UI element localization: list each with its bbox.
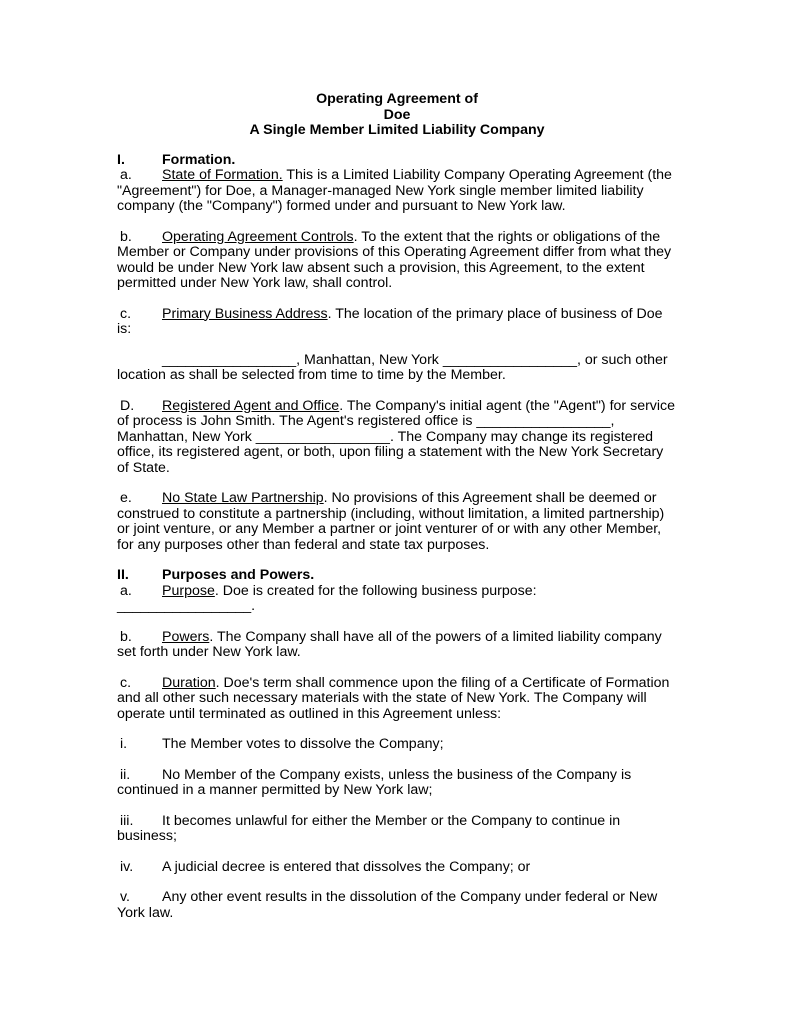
- list-item-text: No Member of the Company exists, unless the business of the Company is continued in a manner permitted by New York law;: [117, 766, 632, 798]
- list-item: [117, 890, 677, 921]
- clause-label: b.: [120, 228, 132, 245]
- document-page: [117, 92, 677, 921]
- clause-label: D.: [120, 397, 135, 414]
- clause-term: Duration: [162, 674, 216, 691]
- clause-term: Operating Agreement Controls: [162, 228, 354, 245]
- clause-label: a.: [120, 167, 132, 183]
- list-item: [117, 860, 677, 876]
- list-item: [117, 737, 677, 753]
- clause-text: . To the extent that the rights or obligations of the Member or Company under provisions of this Operating Agreement differ from what they would be under New York law absent such a provision, this Agreement, to the extent permitted under New York law, shall control.: [117, 228, 672, 291]
- clause-text: . No provisions of this Agreement shall be deemed or construed to constitute a partnership (including, without limitation, a limited partnership) or joint venture, or any Member a partner or joint venturer of or with any other Member, for any purposes other than federal and state tax purposes.: [117, 490, 665, 553]
- clause-label: a.: [120, 582, 132, 599]
- clause-purpose: [117, 584, 677, 615]
- list-item-label: v.: [120, 889, 130, 905]
- title-line-3: A Single Member Limited Liability Company: [249, 122, 545, 138]
- clause-term: Registered Agent and Office: [162, 397, 340, 414]
- section-title: Purposes and Powers.: [162, 567, 315, 583]
- clause-term: Powers: [162, 628, 210, 645]
- clause-label: c.: [120, 305, 132, 322]
- clause-label: c.: [120, 674, 132, 691]
- list-item-text: Any other event results in the dissolution of the Company under federal or New York law.: [117, 889, 658, 921]
- section-heading-purposes: [117, 568, 677, 584]
- list-item: [117, 814, 677, 845]
- list-item-text: The Member votes to dissolve the Company;: [162, 736, 444, 752]
- title-line-1: Operating Agreement of: [316, 91, 478, 107]
- list-item-label: i.: [120, 736, 128, 752]
- list-item-label: ii.: [120, 766, 131, 783]
- title-line-2: Doe: [383, 106, 411, 123]
- clause-no-state-law-partnership: [117, 491, 677, 553]
- clause-text: . The location of the primary place of business of Doe is:: [117, 305, 663, 337]
- section-title: Formation.: [162, 151, 236, 168]
- list-item-label: iv.: [120, 858, 134, 875]
- clause-registered-agent: [117, 399, 677, 477]
- section-number: I.: [117, 151, 125, 168]
- section-heading-formation: [117, 153, 677, 169]
- list-item: [117, 768, 677, 799]
- clause-text: This is a Limited Liability Company Operating Agreement (the "Agreement") for Doe, a Manager-managed New York single member limited liability company (the "Company") formed under and pursuant to New York law.: [117, 167, 672, 214]
- business-address-line: [117, 353, 677, 384]
- list-item-text: It becomes unlawful for either the Member or the Company to continue in business;: [117, 812, 621, 844]
- clause-term: Primary Business Address: [162, 305, 328, 322]
- clause-term: State of Formation.: [162, 167, 283, 183]
- clause-operating-agreement-controls: [117, 230, 677, 292]
- clause-term: No State Law Partnership: [162, 490, 324, 506]
- address-text: _________________, Manhattan, New York _________________, or such other location as shall be selected from time to time by the Member.: [117, 351, 668, 383]
- clause-term: Purpose: [162, 582, 215, 599]
- section-number: II.: [117, 567, 129, 583]
- clause-text: . The Company's initial agent (the "Agent") for service of process is John Smith. The Agent's registered office is _________________, Manhattan, New York _________________. The Company may change its registered office, its registered agent, or both, upon filing a statement with the New York Secretary of State.: [117, 397, 676, 476]
- clause-label: b.: [120, 628, 132, 645]
- clause-duration: [117, 676, 677, 723]
- clause-text: . Doe is created for the following business purpose: _________________.: [117, 582, 537, 614]
- clause-label: e.: [120, 490, 132, 506]
- clause-primary-business-address: [117, 307, 677, 338]
- clause-text: . Doe's term shall commence upon the filing of a Certificate of Formation and all other such necessary materials with the state of New York. The Company will operate until terminated as outlined in this Agreement unless:: [117, 674, 670, 722]
- clause-text: . The Company shall have all of the powers of a limited liability company set forth under New York law.: [117, 628, 662, 660]
- clause-state-of-formation: [117, 168, 677, 215]
- list-item-text: A judicial decree is entered that dissolves the Company; or: [162, 858, 531, 875]
- clause-powers: [117, 630, 677, 661]
- list-item-label: iii.: [120, 812, 134, 829]
- document-title: [117, 92, 677, 139]
